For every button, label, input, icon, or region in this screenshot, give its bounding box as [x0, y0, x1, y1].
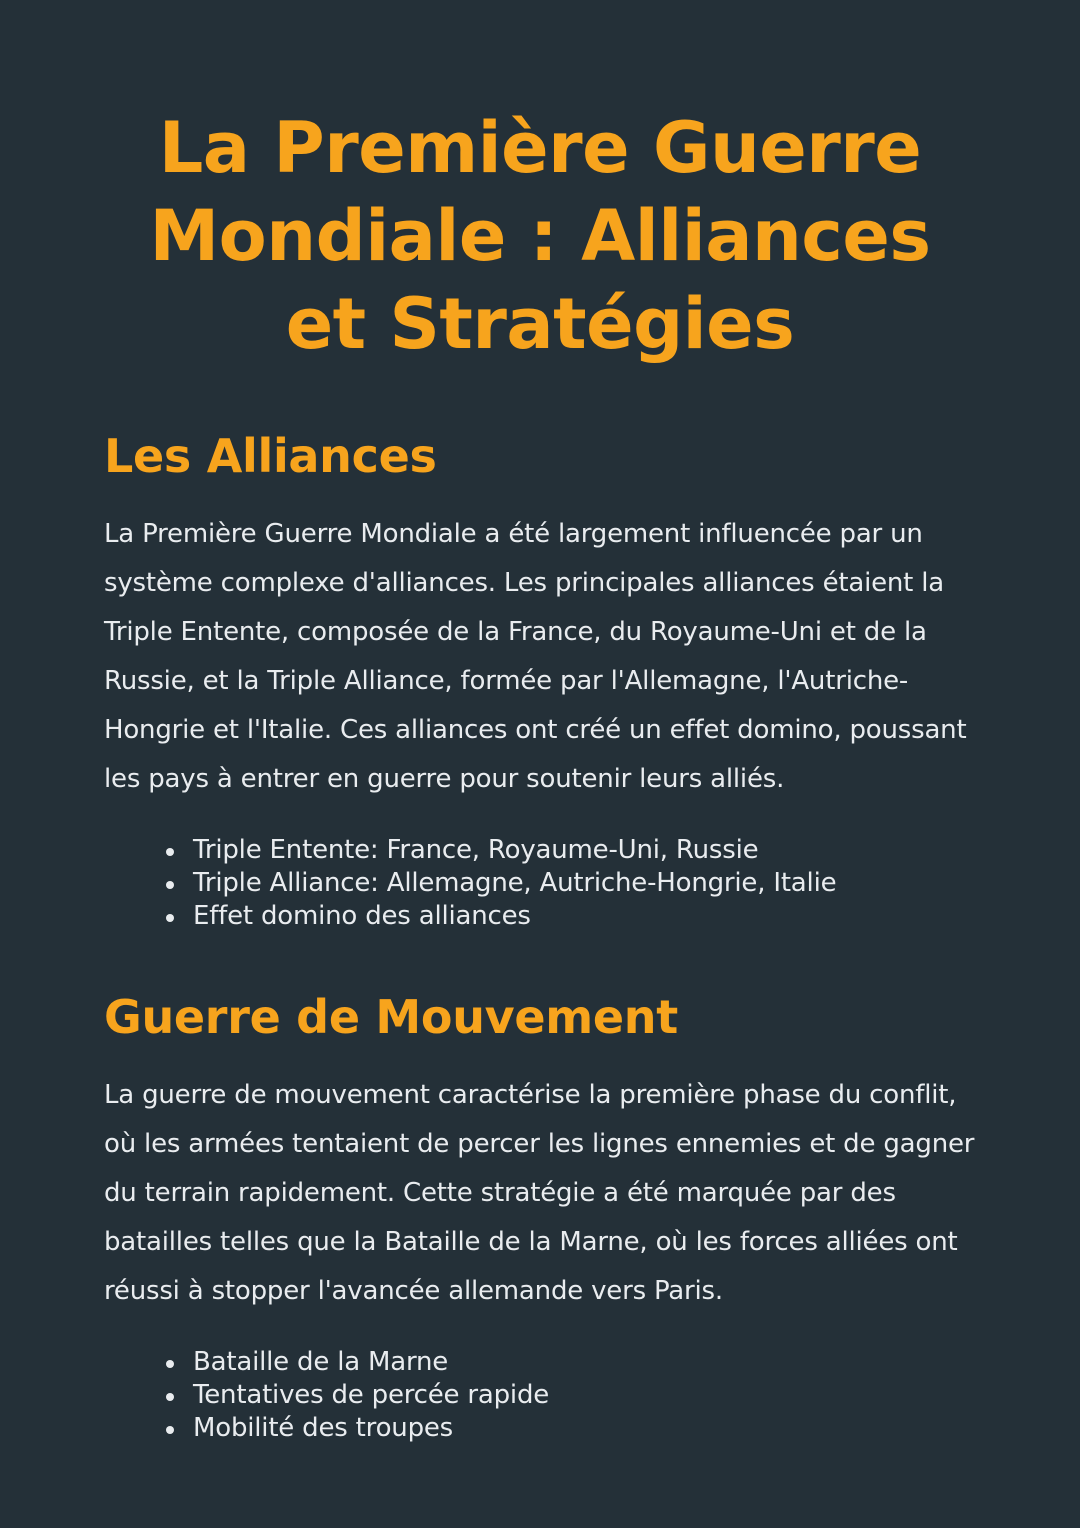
list-item [164, 834, 976, 867]
bullet-icon [166, 881, 174, 889]
list-item-text: Triple Entente: France, Royaume-Uni, Russie [193, 835, 759, 865]
bullet-list-mouvement [104, 1346, 976, 1445]
bullet-list-alliances [104, 834, 976, 933]
list-item-text: Mobilité des troupes [193, 1413, 454, 1443]
bullet-icon [166, 1360, 174, 1368]
list-item-text: Bataille de la Marne [193, 1347, 449, 1377]
list-item [164, 867, 976, 900]
section-paragraph-alliances: La Première Guerre Mondiale a été largement influencée par un système complexe d'alliances. Les principales alliances étaient la Triple Entente, composée de la France, du Royaume-Uni et de la Russie, et la Triple Alliance, formée par l'Allemagne, l'Autriche-Hongrie et l'Italie. Ces alliances ont créé un effet domino, poussant les pays à entrer en guerre pour soutenir leurs alliés. [104, 519, 967, 794]
page-title: La Première Guerre Mondiale : Alliances et Stratégies [149, 107, 931, 365]
section-paragraph-mouvement: La guerre de mouvement caractérise la première phase du conflit, où les armées tentaient de percer les lignes ennemies et de gagner du terrain rapidement. Cette stratégie a été marquée par des batailles telles que la Bataille de la Marne, où les forces alliées ont réussi à stopper l'avancée allemande vers Paris. [104, 1080, 975, 1306]
section-mouvement [104, 989, 976, 1445]
bullet-icon [166, 848, 174, 856]
list-item-text: Triple Alliance: Allemagne, Autriche-Hongrie, Italie [193, 868, 837, 898]
list-item [164, 1412, 976, 1445]
bullet-icon [166, 1426, 174, 1434]
bullet-icon [166, 1393, 174, 1401]
list-item [164, 900, 976, 933]
section-heading-mouvement: Guerre de Mouvement [104, 990, 678, 1044]
list-item-text: Effet domino des alliances [193, 901, 531, 931]
bullet-icon [166, 914, 174, 922]
list-item-text: Tentatives de percée rapide [193, 1380, 550, 1410]
list-item [164, 1379, 976, 1412]
section-heading-alliances: Les Alliances [104, 429, 437, 483]
section-alliances [104, 428, 976, 933]
list-item [164, 1346, 976, 1379]
